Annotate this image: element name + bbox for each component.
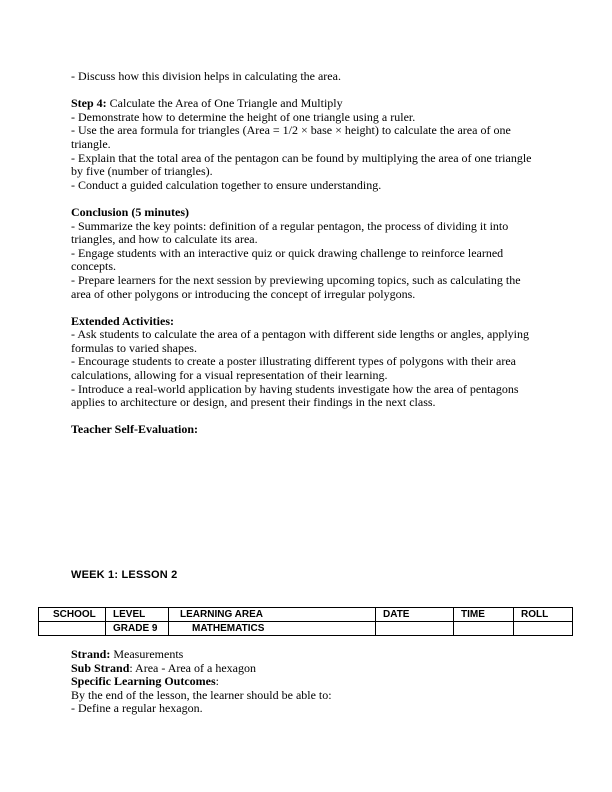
text-line: Strand: Measurements xyxy=(71,647,184,661)
bold-text: Step 4: xyxy=(71,96,107,111)
bold-text: Teacher Self-Evaluation: xyxy=(71,422,199,437)
table-cell: MATHEMATICS xyxy=(169,622,376,636)
bold-text: Strand: xyxy=(71,647,111,661)
text-line xyxy=(71,315,540,329)
text-line: - Explain that the total area of the pentagon can be found by multiplying the area of one triangle by five (number of triangles). xyxy=(71,150,532,179)
text-line: By the end of the lesson, the learner should be able to: xyxy=(71,687,332,702)
text-line: - Encourage students to create a poster illustrating different types of polygons with their area calculations, allowing for a visual representation of their learning. xyxy=(71,354,516,383)
paragraph-block xyxy=(71,70,540,84)
paragraph-block xyxy=(71,206,540,301)
table-cell xyxy=(376,622,454,636)
text-line: - Prepare learners for the next session by previewing upcoming topics, such as calculating the area of other polygons or introducing the concept of irregular polygons. xyxy=(71,272,521,301)
lesson-details xyxy=(71,648,540,716)
text-line: Specific Learning Outcomes: xyxy=(71,674,219,689)
text-line: Step 4: Calculate the Area of One Triangle and Multiply xyxy=(71,96,343,111)
text-line: - Conduct a guided calculation together to ensure understanding. xyxy=(71,177,382,192)
table-header-cell: SCHOOL xyxy=(39,608,106,622)
table-header-cell: LEARNING AREA xyxy=(169,608,376,622)
table-cell xyxy=(514,622,573,636)
table-cell xyxy=(454,622,514,636)
paragraph-block xyxy=(71,423,540,437)
text-line: - Summarize the key points: definition of a regular pentagon, the process of dividing it into triangles, and how to calculate its area. xyxy=(71,218,509,247)
table-header-cell: ROLL xyxy=(514,608,573,622)
table-cell: GRADE 9 xyxy=(106,622,169,636)
paragraph-block xyxy=(71,315,540,410)
text-line: - Introduce a real-world application by having students investigate how the area of pentagons applies to architecture or design, and present their findings in the next class. xyxy=(71,381,519,410)
text-line: - Engage students with an interactive quiz or quick drawing challenge to reinforce learned concepts. xyxy=(71,245,504,274)
table-header-cell: TIME xyxy=(454,608,514,622)
paragraph-block xyxy=(71,97,540,192)
table-header-cell: LEVEL xyxy=(106,608,169,622)
bold-text: Specific Learning Outcomes xyxy=(71,674,216,689)
text-line: - Demonstrate how to determine the height of one triangle using a ruler. xyxy=(71,109,416,124)
bold-text: Extended Activities: xyxy=(71,313,174,328)
text-line: Sub Strand: Area - Area of a hexagon xyxy=(71,660,256,675)
text-line: - Use the area formula for triangles (Area = 1/2 × base × height) to calculate the area of one triangle. xyxy=(71,123,511,151)
text-line xyxy=(71,423,540,437)
text-line: - Discuss how this division helps in calculating the area. xyxy=(71,69,341,83)
lesson-info-table xyxy=(38,607,573,636)
bold-text: Sub Strand xyxy=(71,660,130,675)
table-cell xyxy=(39,622,106,636)
bold-text: Conclusion (5 minutes) xyxy=(71,204,190,219)
lesson-plan-body xyxy=(71,70,540,437)
week-lesson-heading: WEEK 1: LESSON 2 xyxy=(71,569,178,581)
text-line xyxy=(71,206,540,220)
table-row xyxy=(39,622,573,636)
text-line: - Define a regular hexagon. xyxy=(71,701,203,716)
table-header-row xyxy=(39,608,573,622)
text-line: - Ask students to calculate the area of a pentagon with different side lengths or angles, applying formulas to varied shapes. xyxy=(71,327,529,355)
table-header-cell: DATE xyxy=(376,608,454,622)
